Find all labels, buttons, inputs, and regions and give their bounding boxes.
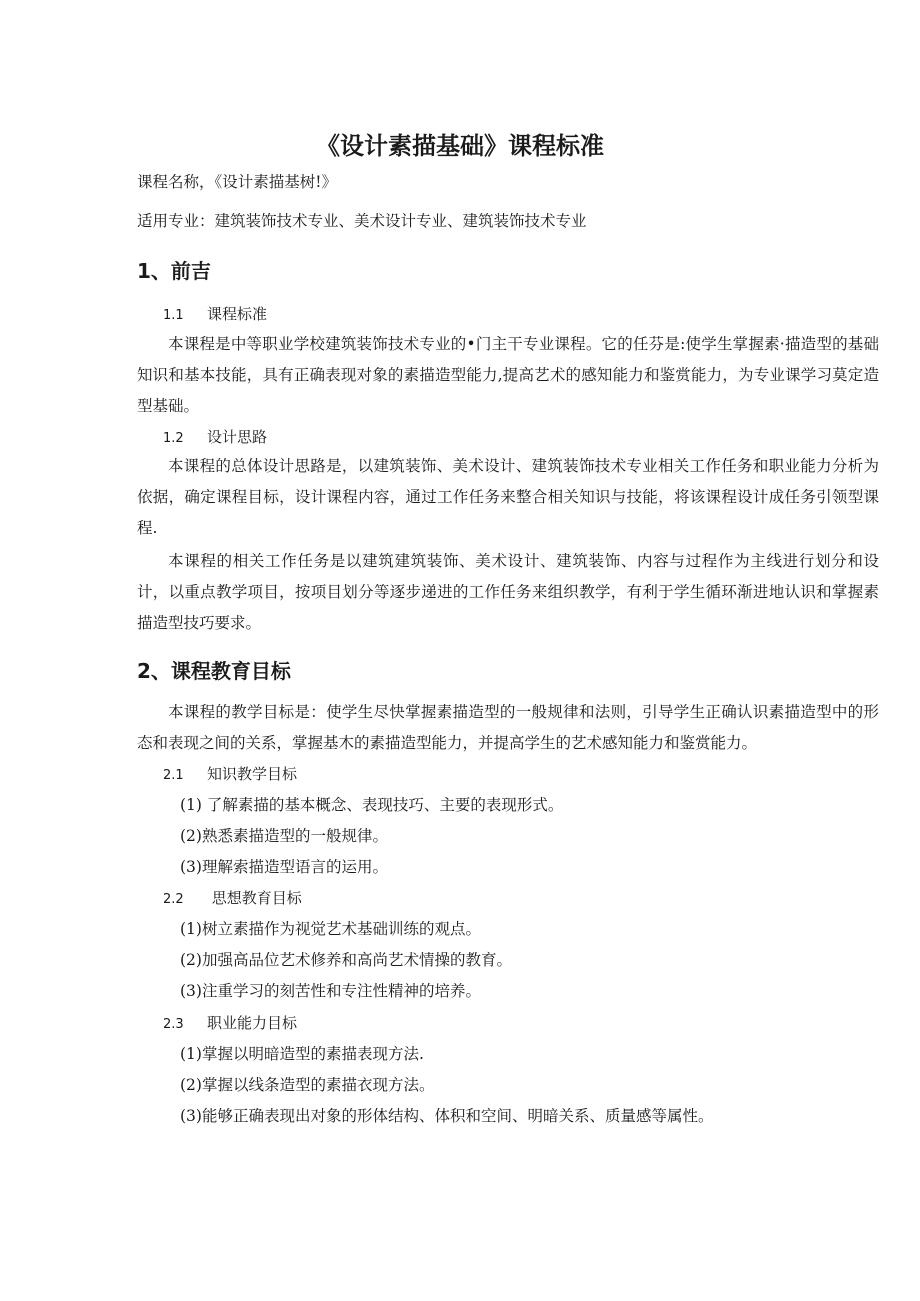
list-item: (3)理解索描造型语言的运用。 bbox=[180, 858, 388, 876]
subsection-label: 职业能力目标 bbox=[207, 1014, 298, 1032]
list-item: (1) 了解素描的基本概念、表现技巧、主要的表现形式。 bbox=[180, 796, 564, 814]
subsection-label: 设计思路 bbox=[207, 428, 268, 446]
subsection-label: 知识教学目标 bbox=[207, 765, 298, 783]
subsection-number: 2.1 bbox=[163, 768, 184, 783]
list-item: (1)树立素描作为视觉艺术基础训练的观点。 bbox=[180, 920, 481, 938]
paragraph-course-standard: 本课程是中等职业学校建筑装饰技术专业的•门主干专业课程。它的任芬是:使学生掌握素·描造型的基础知识和基本技能，具有正确表现对象的素描造型能力,提高艺术的感知能力和鉴赏能力，为专业课学习莫定造型基础。 bbox=[137, 335, 879, 415]
subsection-2-3 bbox=[163, 1013, 297, 1035]
section-1-heading: 1、前吉 bbox=[137, 259, 211, 283]
subsection-2-2 bbox=[163, 888, 302, 910]
subsection-number: 1.1 bbox=[163, 308, 184, 323]
section-2-heading: 2、课程教育目标 bbox=[137, 659, 291, 683]
subsection-2-1 bbox=[163, 764, 297, 786]
list-item: (3)能够正确表现出对象的形体结构、体积和空间、明暗关系、质量感等属性。 bbox=[180, 1107, 714, 1125]
subsection-number: 2.3 bbox=[163, 1017, 184, 1032]
paragraph-work-tasks: 本课程的相关工作任务是以建筑建筑装饰、美术设计、建筑装饰、内容与过程作为主线进行划分和设计，以重点教学项目，按项目划分等逐步递进的工作任务来组织教学，有利于学生循环渐进地认识和掌握素描造型技巧要求。 bbox=[137, 552, 879, 632]
subsection-number: 1.2 bbox=[163, 431, 184, 446]
subsection-1-2 bbox=[163, 427, 267, 449]
applicable-major: 适用专业：建筑装饰技术专业、美术设计专业、建筑装饰技术专业 bbox=[137, 212, 587, 230]
list-item: (2)加强高品位艺术修养和高尚艺术情操的教育。 bbox=[180, 951, 512, 969]
subsection-1-1 bbox=[163, 304, 267, 326]
paragraph-design-idea: 本课程的总体设计思路是，以建筑装饰、美术设计、建筑装饰技术专业相关工作任务和职业能力分析为依据，确定课程目标，设计课程内容，通过工作任务来整合相关知识与技能，将该课程设计成任务引领型课程. bbox=[137, 457, 879, 537]
paragraph-teaching-goal: 本课程的教学目标是：使学生尽快掌握素描造型的一般规律和法则，引导学生正确认识素描造型中的形态和表现之间的关系，掌握基木的素描造型能力，并提高学生的艺术感知能力和鉴赏能力。 bbox=[137, 703, 879, 752]
subsection-label: 课程标准 bbox=[207, 305, 268, 323]
course-name: 课程名称，《设计素描基树!》 bbox=[137, 173, 337, 191]
list-item: (3)注重学习的刻苦性和专注性精神的培养。 bbox=[180, 982, 481, 1000]
list-item: (2)熟悉素描造型的一般规律。 bbox=[180, 827, 388, 845]
subsection-label: 思想教育目标 bbox=[207, 889, 302, 907]
list-item: (1)掌握以明暗造型的素描表现方法. bbox=[180, 1045, 424, 1063]
document-title: 《设计素描基础》课程标准 bbox=[316, 132, 604, 160]
list-item: (2)掌握以线条造型的素描衣现方法。 bbox=[180, 1076, 435, 1094]
subsection-number: 2.2 bbox=[163, 892, 184, 907]
